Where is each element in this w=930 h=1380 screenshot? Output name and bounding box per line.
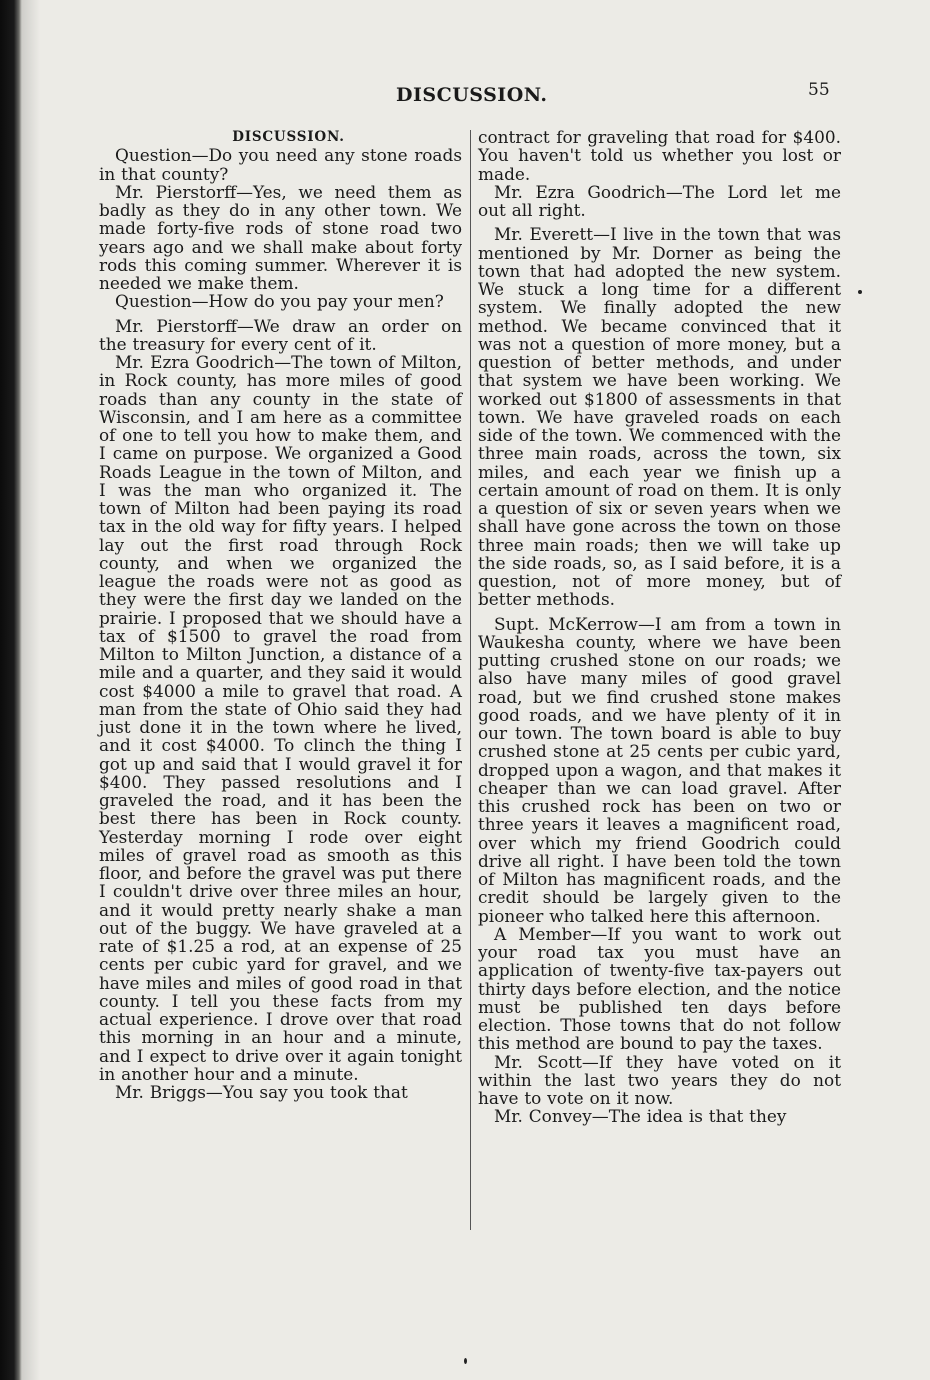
left-text-column: [99, 128, 462, 1101]
paragraph: Mr. Pierstorff—Yes, we need them as badly as they do in any other town. We made forty-five rods of stone road two years ago and we shall make about forty rods this coming summer. Wherever it is needed we make them.: [99, 181, 462, 293]
running-header-title: DISCUSSION.: [396, 84, 548, 106]
paragraph: Mr. Everett—I live in the town that was mentioned by Mr. Dorner as being the town that had adopted the new system. We stuck a long time for a different system. We finally adopted the new method. We became convinced that it was not a question of more money, but a question of better methods, and under that system we have been working. We worked out $1800 of assessments in that town. We have graveled roads on each side of the town. We commenced with the three main roads, across the town, six miles, and each year we finish up a certain amount of road on them. It is only a question of six or seven years when we shall have gone across the town on those three main roads; then we will take up the side roads, so, as I said before, it is a question, not of more money, but of better methods.: [478, 224, 841, 610]
paragraph: contract for graveling that road for $400. You haven't told us whether you lost or made.: [478, 127, 841, 184]
paragraph: Mr. Scott—If they have voted on it within the last two years they do not have to vote on it now.: [478, 1051, 841, 1108]
page-number: 55: [808, 80, 830, 100]
ink-speck: [858, 290, 862, 294]
book-spine-shadow: [0, 0, 22, 1380]
paragraph: Question—Do you need any stone roads in that county?: [99, 145, 462, 184]
ink-speck: [464, 1358, 467, 1364]
column-divider: [470, 130, 471, 1230]
paragraph: Mr. Ezra Goodrich—The Lord let me out all right.: [478, 181, 841, 220]
section-heading: DISCUSSION.: [232, 129, 345, 145]
paragraph: Question—How do you pay your men?: [115, 291, 444, 312]
paragraph: Mr. Pierstorff—We draw an order on the treasury for every cent of it.: [99, 315, 462, 354]
paragraph: A Member—If you want to work out your road tax you must have an application of twenty-five tax-payers out thirty days before election, and the notice must be published ten days before election. Those towns that do not follow this method are bound to pay the taxes.: [478, 923, 841, 1054]
page-gutter: [22, 0, 40, 1380]
paragraph: Mr. Ezra Goodrich—The town of Milton, in Rock county, has more miles of good roads than any county in the state of Wisconsin, and I am here as a committee of one to tell you how to make them, and I came on purpose. We organized a Good Roads League in the town of Milton, and I was the man who organized it. The town of Milton had been paying its road tax in the old way for fifty years. I helped lay out the first road through Rock county, and when we organized the league the roads were not as good as they were the first day we landed on the prairie. I proposed that we should have a tax of $1500 to gravel the road from Milton to Milton Junction, a distance of a mile and a quarter, and they said it would cost $4000 a mile to gravel that road. A man from the state of Ohio said they had just done it in the town where he lived, and it cost $4000. To clinch the thing I got up and said that I would gravel it for $400. They passed resolutions and I graveled the road, and it has been the best there has been in Rock county. Yesterday morning I rode over eight miles of gravel road as smooth as this floor, and before the gravel was put there I couldn't drive over three miles an hour, and it would pretty nearly shake a man out of the buggy. We have graveled at a rate of $1.25 a rod, at an expense of 25 cents per cubic yard for gravel, and we have miles and miles of good road in that county. I tell you these facts from my actual experience. I drove over that road this morning in an hour and a minute, and I expect to drive over it again tonight in another hour and a minute.: [99, 352, 462, 1084]
paragraph: Mr. Briggs—You say you took that: [115, 1082, 408, 1102]
paragraph: Mr. Convey—The idea is that they: [494, 1106, 787, 1127]
right-text-column: [478, 128, 841, 1126]
paragraph: Supt. McKerrow—I am from a town in Waukesha county, where we have been putting crushed stone on our roads; we also have many miles of good gravel road, but we find crushed stone makes good roads, and we have plenty of it in our town. The town board is able to buy crushed stone at 25 cents per cubic yard, dropped upon a wagon, and that makes it cheaper than we can load gravel. After this crushed rock has been on two or three years it leaves a magnificent road, over which my friend Goodrich could drive all right. I have been told the town of Milton has magnificent roads, and the credit should be largely given to the pioneer who talked here this afternoon.: [478, 613, 841, 926]
